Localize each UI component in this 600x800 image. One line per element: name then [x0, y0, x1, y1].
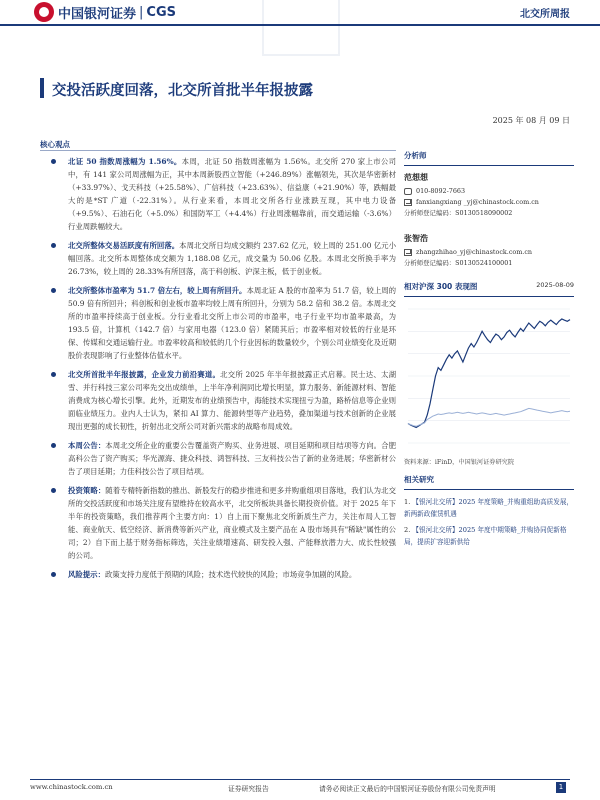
- bullet-lead: 投资策略：: [68, 486, 106, 495]
- header-watermark: [262, 0, 340, 56]
- core-points-label: 核心观点: [40, 140, 70, 149]
- bullet-dot-icon: [51, 488, 56, 493]
- related-heading-label: 相关研究: [404, 475, 434, 484]
- bullet-lead: 北交所整体交易活跃度有所回落。: [68, 241, 180, 250]
- bullet-dot-icon: [51, 372, 56, 377]
- analyst-cert: 分析师登记编码：S0130518090002: [404, 209, 513, 217]
- footer-report-type: 证券研究报告: [228, 785, 269, 793]
- analyst-name: 张智浩: [404, 233, 428, 243]
- related-num: 1.: [404, 498, 411, 506]
- bullet-dot-icon: [51, 288, 56, 293]
- bullet-point: [40, 568, 396, 581]
- bullet-dot-icon: [51, 159, 56, 164]
- analyst-email-value[interactable]: fanxiangxiang _yj@chinastock.com.cn: [416, 198, 539, 206]
- bullet-point: [40, 484, 396, 562]
- bullet-text: 本周北证 A 股的市盈率为 51.7 倍，较上周的 50.9 倍有所回升；科创板和创业板市盈率均较上周有所回升，分别为 58.2 倍和 38.2 倍。本周北交所的市盈率持续高于创业板。分行业看北交所上市公司的市盈率，电子行业平均市盈率最高，为 193.5 倍，计算机（142.7 倍）与家用电器（123.0 倍）紧随其后；市盈率相对较低的行业是环保、传媒和交通运输行业。市盈率较高和较低的几个行业因标的数量较少，个别公司业绩变化及近期股价表现影响了行业整体估值水平。: [68, 286, 396, 360]
- title-accent-bar: [40, 78, 44, 98]
- bullet-dot-icon: [51, 243, 56, 248]
- bullet-point: [40, 284, 396, 362]
- sidebar: [404, 150, 574, 548]
- relative-performance-chart: [404, 301, 574, 466]
- bullet-text: 本周，北证 50 指数周涨幅为 1.56%。北交所 270 家上市公司中，有 141 家公司周涨幅为正，其中本周新股西立智能（+246.89%）涨幅领先，其次是华密新材（+33.97%）、戈天科技（+25.58%）、广信科技（+23.63%）、信益康（+21.90%）等，跌幅最大的是*ST 广道（-22.31%）。从行业来看，本周北交所各行业涨跌互现，其中电力设备（+9.5%）、石油石化（+5.0%）和国防军工（+4.4%）行业周涨幅靠前，而交通运输（-3.6%）行业周跌幅较大。: [68, 157, 396, 231]
- bullet-text: 北交所 2025 年半年报披露正式启幕。民士达、太湖雪、并行科技三家公司率先交出成绩单，上半年净利润同比增长明显，算力服务、新能源材料、智能消费成为核心增长引擎。此外，近期发布的业绩预告中，海能技术实现扭亏为盈，路桥信息等企业则面临业绩压力。业内人士认为，紧扣 AI 算力、能源转型等产业趋势，叠加渠道与技术创新的企业展现出更强的成长韧性，折射出北交所公司对新兴需求的战略布局成效。: [68, 370, 396, 431]
- analysts-heading-label: 分析师: [404, 151, 427, 160]
- bullet-lead: 本周公告：: [68, 441, 106, 450]
- analyst-email[interactable]: [404, 197, 574, 208]
- bullet-text: 政策支持力度低于预期的风险；技术迭代较快的风险；市场竞争加剧的风险。: [104, 570, 357, 579]
- mail-icon: [404, 199, 412, 206]
- chart-svg: [404, 301, 574, 451]
- bullet-dot-icon: [51, 572, 56, 577]
- chart-heading: [404, 281, 574, 297]
- related-item[interactable]: [404, 524, 574, 548]
- bullet-text: 本周北交所日均成交额约 237.62 亿元，较上周的 251.00 亿元小幅回落。北交所本周整体成交额为 1,188.08 亿元，成交量为 50.06 亿股。本周北交所换手率为 26.73%，较上周的 28.33%有所回落，高于科创板、沪深主板，低于创业板。: [68, 241, 396, 276]
- bullet-point: [40, 239, 396, 278]
- header-divider: [0, 24, 600, 26]
- logo-separator: |: [139, 4, 144, 20]
- related-heading: [404, 474, 574, 490]
- core-points-list: [40, 150, 396, 587]
- related-title[interactable]: 【银河北交所】2025 年度策略_并购重组助高质发展，新两新政催赁机遇: [404, 498, 574, 518]
- mail-icon: [404, 249, 412, 256]
- related-item[interactable]: [404, 496, 574, 520]
- footer-url[interactable]: www.chinastock.com.cn: [30, 783, 113, 791]
- logo-text-en: CGS: [146, 4, 176, 20]
- analyst-card: [404, 233, 574, 269]
- analyst-card: [404, 172, 574, 219]
- chart-title: 相对沪深 300 表现图: [404, 282, 478, 291]
- bullet-point: [40, 439, 396, 478]
- page-number: 1: [556, 782, 566, 793]
- footer-disclaimer: 请务必阅读正文最后的中国银河证券股份有限公司免责声明: [319, 785, 496, 793]
- report-title: 交投活跃度回落，北交所首批半年报披露: [52, 82, 313, 99]
- analyst-email[interactable]: [404, 247, 574, 258]
- footer-divider: [30, 779, 570, 780]
- chart-date: 2025-08-09: [536, 281, 574, 289]
- analyst-phone: [404, 186, 574, 197]
- bullet-dot-icon: [51, 443, 56, 448]
- bullet-text: 本周北交所企业的重要公告覆盖资产购买、业务进展、项目延期和项目结项等方向。合肥高科公告了资产购买；华光源海、捷众科技、鸿智科技、三友科技公告了新的业务进展；华密新材公告了项目延期；力佳科技公告了项目结项。: [68, 441, 396, 476]
- bullet-lead: 风险提示：: [68, 570, 105, 579]
- bullet-text: 随着专精特新指数的推出、新股发行的稳步推进和更多并购重组项目落地，我们认为北交所的交投活跃度和市场关注度有望维持在较高水平，北交所板块具备长期投资价值。对于 2025 年下半年的投资策略，我们推荐两个主要方向：1）自上而下聚焦北交所新质生产力，关注布局人工智能、商业航天、低空经济、新消费等新兴产业，商业模式及主要产品在 A 股市场具有"稀缺"属性的公司；2）自下而上基于财务指标筛选，关注业绩增速高、研发投入强、产能释放潜力大、成长性较强的公司。: [68, 486, 396, 560]
- related-num: 2.: [404, 526, 411, 534]
- phone-icon: [404, 188, 412, 195]
- chart-source: 资料来源：iFinD，中国银河证券研究院: [404, 459, 515, 466]
- bullet-lead: 北交所整体市盈率为 51.7 倍左右，较上周有所回升。: [68, 286, 247, 295]
- bullet-lead: 北证 50 指数周涨幅为 1.56%。: [68, 157, 182, 166]
- related-list: [404, 496, 574, 548]
- analysts-heading: [404, 150, 574, 166]
- bullet-point: [40, 368, 396, 433]
- analyst-phone-value: 010-8092-7663: [416, 187, 466, 195]
- bullet-point: [40, 155, 396, 233]
- company-logo: [34, 2, 176, 22]
- logo-mark-icon: [34, 2, 54, 22]
- analyst-name: 范想想: [404, 172, 428, 182]
- report-type: 北交所周报: [520, 9, 570, 20]
- related-title[interactable]: 【银河北交所】2025 年度中期策略_并购协同促新格局，提质扩容迎新供给: [404, 526, 567, 546]
- report-date: 2025 年 08 月 09 日: [492, 116, 570, 125]
- bullet-lead: 北交所首批半年报披露，企业发力前沿赛道。: [68, 370, 221, 379]
- analyst-cert: 分析师登记编码：S0130524100001: [404, 259, 513, 267]
- logo-text-cn: 中国银河证券: [58, 6, 137, 22]
- analyst-email-value[interactable]: zhangzhihao_yj@chinastock.com.cn: [416, 248, 533, 256]
